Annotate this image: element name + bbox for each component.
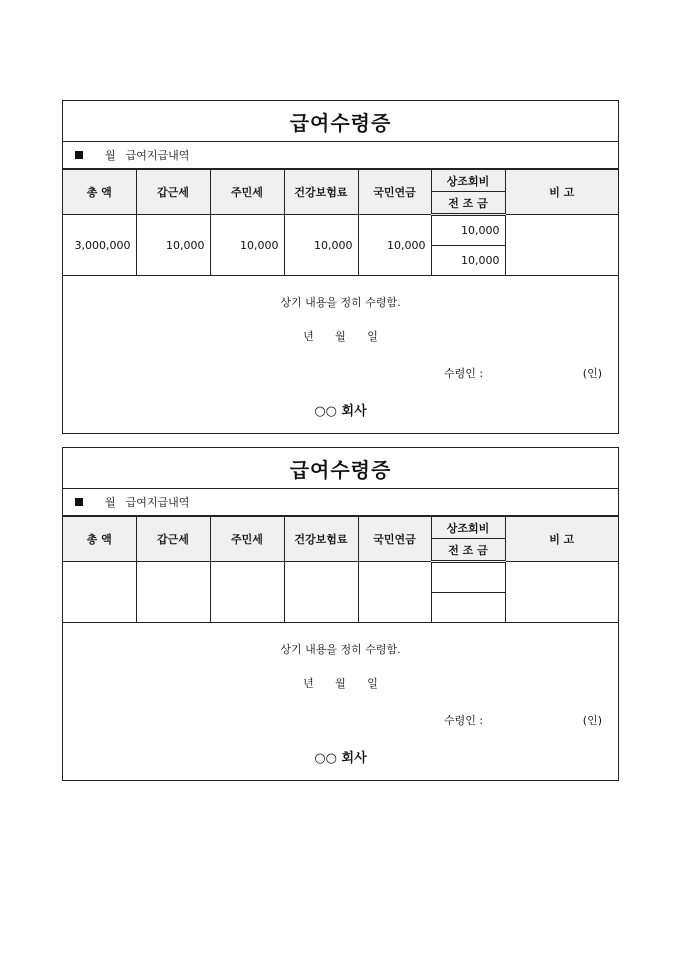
receiver-label: 수령인 : (444, 367, 484, 380)
receipt-statement: 상기 내용을 정히 수령함. (280, 296, 401, 309)
square-bullet-icon (75, 498, 83, 506)
value-income-tax: 10,000 (136, 215, 210, 276)
value-income-tax (136, 562, 210, 623)
value-advance (431, 593, 505, 623)
header-health-insurance: 건강보험료 (284, 517, 358, 562)
header-resident-tax: 주민세 (210, 170, 284, 215)
value-advance: 10,000 (431, 246, 505, 276)
value-mutual-aid: 10,000 (431, 215, 505, 246)
value-national-pension: 10,000 (358, 215, 431, 276)
receipt-footer (63, 623, 618, 778)
header-resident-tax: 주민세 (210, 517, 284, 562)
value-total: 3,000,000 (63, 215, 136, 276)
receipt-date-line: 년 월 일 (303, 330, 378, 343)
seal-mark: (인) (582, 367, 602, 380)
header-income-tax: 갑근세 (136, 170, 210, 215)
value-health-insurance (284, 562, 358, 623)
value-remarks (505, 215, 618, 276)
receiver-label: 수령인 : (444, 714, 484, 727)
value-resident-tax (210, 562, 284, 623)
form-subtitle (63, 489, 618, 516)
header-remarks: 비 고 (505, 517, 618, 562)
receipt-statement: 상기 내용을 정히 수령함. (280, 643, 401, 656)
subtitle-text: 급여지급내역 (125, 496, 190, 509)
header-remarks: 비 고 (505, 170, 618, 215)
value-national-pension (358, 562, 431, 623)
header-mutual-aid: 상조회비 (431, 517, 505, 539)
receipt-date-line: 년 월 일 (303, 677, 378, 690)
form-title: 급여수령증 (63, 448, 618, 489)
header-national-pension: 국민연금 (358, 170, 431, 215)
value-resident-tax: 10,000 (210, 215, 284, 276)
header-national-pension: 국민연금 (358, 517, 431, 562)
square-bullet-icon (75, 151, 83, 159)
value-remarks (505, 562, 618, 623)
header-advance: 전 조 금 (431, 539, 505, 562)
pay-receipt-form-1 (62, 100, 619, 434)
form-title: 급여수령증 (63, 101, 618, 142)
subtitle-text: 급여지급내역 (125, 149, 190, 162)
company-name: ○○ 회사 (314, 404, 367, 419)
form-subtitle (63, 142, 618, 169)
header-total (63, 170, 136, 215)
pay-table (63, 516, 618, 623)
pay-receipt-form-2 (62, 447, 619, 781)
subtitle-month: 월 (105, 149, 116, 162)
receipt-footer (63, 276, 618, 431)
header-total: 총 액 (63, 517, 136, 562)
header-income-tax: 갑근세 (136, 517, 210, 562)
header-total-label: 총 액 (86, 186, 112, 199)
pay-table (63, 169, 618, 276)
value-health-insurance: 10,000 (284, 215, 358, 276)
value-mutual-aid (431, 562, 505, 593)
header-mutual-aid: 상조회비 (431, 170, 505, 192)
company-name: ○○ 회사 (314, 751, 367, 766)
header-health-insurance: 건강보험료 (284, 170, 358, 215)
seal-mark: (인) (582, 714, 602, 727)
value-total (63, 562, 136, 623)
subtitle-month: 월 (105, 496, 116, 509)
header-advance: 전 조 금 (431, 192, 505, 215)
